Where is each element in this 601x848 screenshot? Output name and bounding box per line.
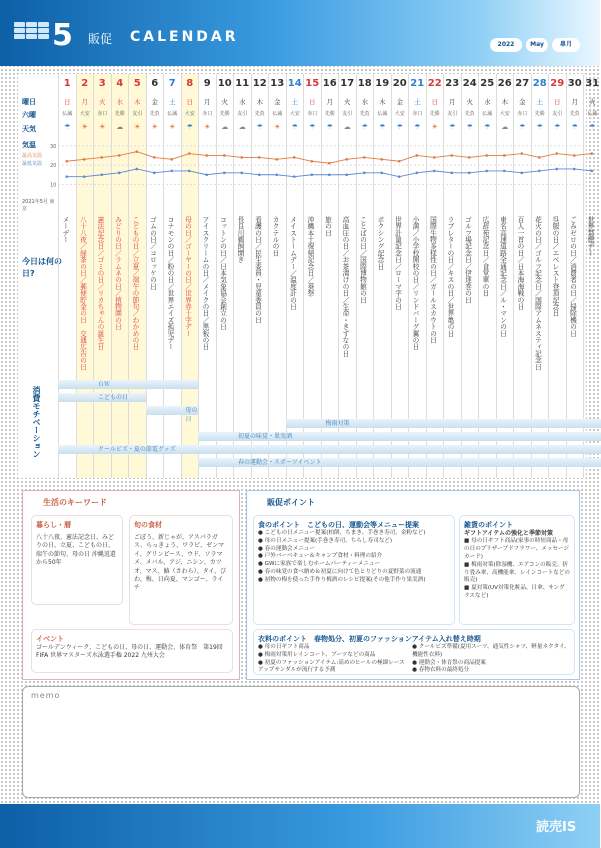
weather-icon: ☂ bbox=[571, 123, 578, 131]
temp-point-low bbox=[118, 172, 121, 175]
label-temp-note: 2021年5月 東京 bbox=[22, 199, 55, 212]
header-logo-grid bbox=[14, 22, 49, 39]
rokuyo: 大安 bbox=[499, 111, 510, 117]
temp-point-high bbox=[310, 160, 313, 163]
event-text: 百人一首の日／日本海海戦の日 bbox=[516, 216, 524, 310]
temp-point-low bbox=[415, 172, 418, 175]
weather-icon: ☀ bbox=[431, 123, 438, 131]
food-title: 旬の食材 bbox=[134, 521, 162, 529]
life-text: 八十八夜、憲法記念日、みどりの日、立夏、こどもの日、端午の節句、母の日 沖縄返還から50年 bbox=[36, 534, 116, 567]
temp-point-low bbox=[153, 172, 156, 175]
temp-point-high bbox=[485, 154, 488, 157]
temp-point-high bbox=[433, 156, 436, 159]
event-title: イベント bbox=[36, 635, 64, 643]
rokuyo: 友引 bbox=[342, 111, 353, 117]
weather-icon: ☁ bbox=[343, 123, 351, 131]
day-number: 31 bbox=[585, 78, 600, 89]
motivation-bar: ＧＷ bbox=[58, 380, 198, 389]
list-item: ● 初夏のファッションアイテム:高めのヒールの極細レースアップサンダルが流行する予測 bbox=[258, 659, 405, 674]
promo-box bbox=[246, 490, 580, 680]
temp-point-high bbox=[293, 156, 296, 159]
rokuyo: 先負 bbox=[464, 111, 475, 117]
weekday: 火 bbox=[99, 98, 106, 106]
event-text: ゴムの日／コロッケの日 bbox=[148, 216, 157, 290]
event-text: 東名高速道路全通記念日／ル・マンの日 bbox=[498, 216, 507, 337]
temp-point-low bbox=[310, 173, 313, 176]
temp-point-high bbox=[83, 158, 86, 161]
weekday: 金 bbox=[151, 98, 158, 106]
list-item: ● 母の日ギフト商品 bbox=[258, 644, 310, 650]
day-number: 10 bbox=[217, 78, 232, 89]
temp-point-high bbox=[65, 160, 68, 163]
temp-point-low bbox=[135, 168, 138, 171]
misc-point-sub: ギフトアイテムの強化と季節対策 bbox=[464, 530, 553, 537]
event-text: 呉服の日／エベレスト登頂記念日 bbox=[551, 216, 559, 317]
day-number: 2 bbox=[81, 78, 89, 89]
temp-point-high bbox=[240, 156, 243, 159]
event-text: ラブレターの日／キスの日／世界亀の日 bbox=[446, 216, 454, 337]
weekday: 木 bbox=[134, 98, 141, 106]
temp-point-low bbox=[258, 173, 261, 176]
misc-point-box bbox=[459, 515, 575, 625]
cloth-list-b bbox=[412, 644, 570, 675]
weather-icon: ☂ bbox=[186, 123, 193, 131]
weekday: 水 bbox=[116, 98, 123, 106]
event-box bbox=[31, 629, 233, 673]
weather-icon: ☂ bbox=[309, 123, 316, 131]
weather-icon: ☂ bbox=[589, 123, 596, 131]
rokuyo: 友引 bbox=[447, 111, 458, 117]
list-item: ● GWに家族で楽しむホームパーティーメニュー bbox=[258, 561, 381, 568]
misc-point-list bbox=[464, 538, 570, 600]
event-text: 八十八夜／緑茶の日／郵便貯金の日 交通広告の日 bbox=[78, 216, 87, 371]
temp-point-high bbox=[223, 154, 226, 157]
keyword-title: 生活のキーワード bbox=[43, 498, 107, 507]
day-number: 9 bbox=[203, 78, 211, 89]
event-text: 世界禁煙デー bbox=[586, 216, 594, 257]
rokuyo: 赤口 bbox=[412, 111, 423, 117]
label-temp-high: 最高気温 bbox=[22, 153, 43, 159]
temp-point-high bbox=[188, 152, 191, 155]
event-text: みどりの日／ラムネの日／植物園の日 bbox=[113, 216, 122, 330]
temp-point-high bbox=[520, 152, 523, 155]
day-number: 3 bbox=[98, 78, 106, 89]
temp-point-low bbox=[345, 173, 348, 176]
rokuyo: 赤口 bbox=[307, 111, 318, 117]
weekday: 木 bbox=[501, 98, 508, 106]
temp-point-low bbox=[468, 172, 471, 175]
temp-point-high bbox=[100, 156, 103, 159]
temp-point-high bbox=[538, 156, 541, 159]
weather-icon: ☂ bbox=[554, 123, 561, 131]
motivation-bars bbox=[58, 376, 586, 478]
weather-icon: ☀ bbox=[99, 123, 106, 131]
temp-point-low bbox=[363, 172, 366, 175]
weekday: 火 bbox=[589, 98, 596, 106]
list-item: ● 初物の梅を使った手作り梅酒のレシピ提案(その他手作り果実酒) bbox=[258, 576, 426, 583]
weekday: 日 bbox=[186, 98, 193, 106]
label-today: 今日は何の日? bbox=[22, 257, 62, 278]
weather-icon: ☀ bbox=[204, 123, 211, 131]
temp-point-low bbox=[450, 172, 453, 175]
day-number: 5 bbox=[133, 78, 141, 89]
weather-icon: ☂ bbox=[291, 123, 298, 131]
motivation-bar: 母の日 bbox=[146, 406, 199, 415]
list-item: ■ 母の日ギフト商品(家事の時短商品・母の日のプリザーブドフラワー、メッセージカード) bbox=[464, 538, 569, 560]
weekday: 木 bbox=[379, 98, 386, 106]
weather-icon: ☂ bbox=[326, 123, 333, 131]
temp-point-low bbox=[205, 173, 208, 176]
temp-point-low bbox=[503, 170, 506, 173]
rokuyo: 先負 bbox=[254, 111, 265, 117]
day-number: 14 bbox=[287, 78, 302, 89]
weekday: 月 bbox=[449, 98, 456, 106]
day-number: 27 bbox=[515, 78, 530, 89]
day-number: 26 bbox=[497, 78, 512, 89]
life-box bbox=[31, 515, 123, 605]
list-item: ● 戸外バーベキュー＆キャンプ食材・料理の紹介 bbox=[258, 553, 383, 560]
temperature-chart bbox=[50, 136, 586, 198]
rokuyo: 先勝 bbox=[114, 111, 125, 117]
weekday: 日 bbox=[309, 98, 316, 106]
temp-point-high bbox=[468, 156, 471, 159]
day-number: 13 bbox=[270, 78, 285, 89]
event-text: こどもの日／立夏／端午の節句／わかめの日 bbox=[131, 216, 139, 350]
list-item: ● 春物衣料の最終処分 bbox=[412, 667, 470, 674]
day-number: 24 bbox=[462, 78, 477, 89]
temp-point-low bbox=[223, 172, 226, 175]
day-number: 21 bbox=[410, 78, 425, 89]
temp-axis-label: 30 bbox=[50, 143, 57, 150]
weather-icon: ☀ bbox=[81, 123, 88, 131]
event-text: 旅の日 bbox=[323, 216, 332, 237]
day-number: 8 bbox=[186, 78, 194, 89]
weekday: 水 bbox=[361, 98, 368, 106]
weekday: 土 bbox=[536, 98, 543, 106]
event-text: ボクシング記念日 bbox=[376, 216, 384, 270]
temp-point-low bbox=[240, 172, 243, 175]
day-number: 23 bbox=[445, 78, 460, 89]
weather-icon: ☂ bbox=[519, 123, 526, 131]
temp-point-low bbox=[188, 170, 191, 173]
temp-point-low bbox=[293, 175, 296, 178]
keyword-box bbox=[22, 490, 240, 680]
rokuyo: 大安 bbox=[289, 111, 300, 117]
weekday: 月 bbox=[204, 98, 211, 106]
temp-point-low bbox=[485, 170, 488, 173]
weekday: 金 bbox=[274, 98, 281, 106]
weather-icon: ☂ bbox=[449, 123, 456, 131]
day-number: 15 bbox=[305, 78, 320, 89]
rokuyo: 大安 bbox=[394, 111, 405, 117]
temp-point-high bbox=[415, 154, 418, 157]
temp-point-low bbox=[65, 175, 68, 178]
list-item: ● 運動会・体育祭の商品提案 bbox=[412, 659, 486, 666]
weather-icon: ☁ bbox=[501, 123, 509, 131]
event-text: カクテルの日 bbox=[271, 216, 279, 257]
weather-icon: ☂ bbox=[484, 123, 491, 131]
page-header bbox=[0, 0, 600, 66]
label-weekday: 曜日 bbox=[22, 98, 36, 106]
weekday: 月 bbox=[571, 98, 578, 106]
motivation-bar: 初夏の味覚・果実酒 bbox=[198, 432, 601, 441]
temp-axis-label: 20 bbox=[50, 163, 57, 170]
rokuyo: 先負 bbox=[149, 111, 160, 117]
rokuyo: 先負 bbox=[359, 111, 370, 117]
label-weather: 天気 bbox=[22, 125, 36, 133]
title-en: CALENDAR bbox=[130, 29, 239, 45]
weather-icon: ☂ bbox=[256, 123, 263, 131]
event-text: コットンの日／日本気象協会創立の日 bbox=[218, 216, 227, 330]
temp-point-high bbox=[345, 158, 348, 161]
temp-point-high bbox=[555, 152, 558, 155]
temp-point-low bbox=[170, 170, 173, 173]
month-number: 5 bbox=[52, 18, 73, 53]
temp-point-high bbox=[503, 154, 506, 157]
weekday: 土 bbox=[414, 98, 421, 106]
food-point-title: 食のポイント こどもの日、運動会等メニュー提案 bbox=[258, 521, 419, 529]
weekday: 月 bbox=[326, 98, 333, 106]
temp-point-low bbox=[100, 173, 103, 176]
rokuyo: 仏滅 bbox=[272, 111, 283, 117]
event-text: 国際生物多様性の日／ガールスカウトの日 bbox=[428, 216, 437, 344]
weather-icon: ☁ bbox=[221, 123, 229, 131]
rokuyo: 友引 bbox=[237, 111, 248, 117]
weekday: 月 bbox=[81, 98, 88, 106]
temp-point-low bbox=[275, 173, 278, 176]
misc-point-title: 雑貨のポイント bbox=[464, 521, 513, 529]
weekday: 土 bbox=[169, 98, 176, 106]
temp-point-low bbox=[590, 170, 593, 173]
day-number: 30 bbox=[567, 78, 582, 89]
food-text: ごぼう、新じゃが、アスパラガス、らっきょう、ワラビ、ゼンマイ、グリンピース、ウド、ソラマメ、メバル、アジ、ニシン、カツオ、マス、鰆（さわら）、タイ、びわ、梅、日向夏、マンゴー、ライチ bbox=[134, 534, 226, 592]
event-text: ごみゼロの日／消費者の日／掃除機の日 bbox=[568, 216, 577, 337]
temp-axis-label: 10 bbox=[50, 182, 57, 189]
life-title: 暮らし・暦 bbox=[36, 521, 71, 529]
weekday: 火 bbox=[344, 98, 351, 106]
event-text: 沖縄本土復帰記念日／葵祭 bbox=[306, 216, 314, 297]
weather-icon: ☂ bbox=[536, 123, 543, 131]
weather-icon: ☀ bbox=[134, 123, 141, 131]
promo-title: 販促ポイント bbox=[267, 498, 315, 507]
rokuyo: 仏滅 bbox=[62, 111, 73, 117]
day-number: 25 bbox=[480, 78, 495, 89]
cloth-list-a bbox=[258, 644, 406, 675]
month-jp-pill: 皐月 bbox=[552, 38, 580, 52]
rokuyo: 先勝 bbox=[534, 111, 545, 117]
event-text: 小満／小学校開校の日／リンドバーグ翼の日 bbox=[411, 216, 419, 350]
event-text: メイストームデー／温度計の日 bbox=[288, 216, 297, 310]
event-text: ことばの日／国際博物館の日 bbox=[358, 216, 367, 304]
weather-icon: ☁ bbox=[238, 123, 246, 131]
temp-point-high bbox=[153, 156, 156, 159]
rokuyo: 友引 bbox=[552, 111, 563, 117]
weather-icon: ☁ bbox=[116, 123, 124, 131]
event-text: ゴールデンウィーク、こどもの日、母の日、運動会、体育祭 第19回FIFA 世界マスターズ水泳選手権 2022 九州大会 bbox=[36, 644, 223, 660]
event-text: 世界計量記念日／ローマ字の日 bbox=[393, 216, 402, 310]
temp-point-low bbox=[555, 168, 558, 171]
weekday: 日 bbox=[554, 98, 561, 106]
temp-point-high bbox=[363, 156, 366, 159]
event-text: 憲法記念日／ゴミの日／リカちゃんの誕生日 bbox=[96, 216, 104, 350]
rokuyo: 大安 bbox=[79, 111, 90, 117]
temp-point-low bbox=[538, 170, 541, 173]
cloth-point-title: 衣料のポイント 春物処分、初夏のファッションアイテム入れ替え時期 bbox=[258, 635, 481, 643]
rokuyo: 先勝 bbox=[429, 111, 440, 117]
page-footer bbox=[0, 804, 600, 848]
footer-logo: 読売IS bbox=[536, 820, 577, 835]
rokuyo: 赤口 bbox=[97, 111, 108, 117]
list-item: ● こどもの日メニュー提案(柏餅、ちまき、手巻き寿司、金粉など) bbox=[258, 530, 426, 536]
day-number: 19 bbox=[375, 78, 390, 89]
label-temp-low: 最低気温 bbox=[22, 161, 43, 167]
year-pill: 2022 bbox=[490, 38, 522, 52]
event-text: 花火の日／ゴルフ記念日／国際アムネスティ記念日 bbox=[533, 216, 542, 371]
motivation-bar: 梅雨対策 bbox=[286, 419, 601, 428]
weekday: 金 bbox=[519, 98, 526, 106]
weekday: 日 bbox=[431, 98, 438, 106]
weather-icon: ☂ bbox=[414, 123, 421, 131]
memo-area[interactable] bbox=[22, 686, 580, 798]
event-text: ゴルフ場記念日／伊達巻の日 bbox=[463, 216, 472, 304]
event-text: アイスクリームの日／メイクの日／黒板の日 bbox=[201, 216, 209, 350]
weather-icon: ☂ bbox=[466, 123, 473, 131]
temp-point-low bbox=[83, 175, 86, 178]
temp-point-high bbox=[135, 150, 138, 153]
temp-point-high bbox=[118, 154, 121, 157]
temp-point-high bbox=[398, 160, 401, 163]
day-number: 18 bbox=[357, 78, 372, 89]
weather-icon: ☀ bbox=[274, 123, 281, 131]
list-item: ● 春の運動会メニュー bbox=[258, 545, 316, 552]
day-number: 4 bbox=[116, 78, 124, 89]
list-item: ■ 梅雨対策(除湿機、エアコンの販売、折り畳み傘、高機能傘、レインコートなどの販売) bbox=[464, 561, 571, 584]
temp-point-low bbox=[380, 172, 383, 175]
rokuyo: 仏滅 bbox=[587, 111, 598, 117]
weekday: 水 bbox=[239, 98, 246, 106]
event-text: メーデー bbox=[61, 216, 69, 243]
event-text: 広辞苑記念日／食堂車の日 bbox=[481, 216, 489, 297]
temp-point-high bbox=[380, 158, 383, 161]
weather-icon: ☀ bbox=[169, 123, 176, 131]
temp-point-low bbox=[398, 175, 401, 178]
rokuyo: 仏滅 bbox=[167, 111, 178, 117]
temp-point-low bbox=[433, 170, 436, 173]
day-number: 1 bbox=[63, 78, 71, 89]
event-text: 看護の日／民生委員・児童委員の日 bbox=[253, 216, 262, 324]
weather-icon: ☂ bbox=[396, 123, 403, 131]
day-number: 7 bbox=[168, 78, 176, 89]
day-number: 17 bbox=[340, 78, 355, 89]
weather-icon: ☀ bbox=[151, 123, 158, 131]
food-box bbox=[129, 515, 233, 625]
event-text: 長良川鵜飼開き bbox=[236, 216, 244, 263]
list-item: ● 梅雨対策用レインコート、ブーツなどの商品 bbox=[258, 651, 376, 658]
weekday: 土 bbox=[291, 98, 298, 106]
day-number: 20 bbox=[392, 78, 407, 89]
temp-point-low bbox=[520, 172, 523, 175]
food-point-box bbox=[253, 515, 455, 625]
event-text: 高血圧の日／お茶漬けの日／生命・きずなの日 bbox=[341, 216, 349, 357]
weather-icon: ☂ bbox=[379, 123, 386, 131]
temp-point-high bbox=[205, 154, 208, 157]
rokuyo: 仏滅 bbox=[377, 111, 388, 117]
day-number: 29 bbox=[550, 78, 565, 89]
event-text: コナモンの日／粉の日／世界エイズ孤児デー bbox=[166, 216, 174, 350]
rokuyo: 先勝 bbox=[324, 111, 335, 117]
cloth-point-box bbox=[253, 629, 575, 675]
temp-point-high bbox=[170, 158, 173, 161]
label-motivation: 消費モチベーション bbox=[32, 386, 41, 458]
temp-point-high bbox=[258, 156, 261, 159]
rokuyo: 先負 bbox=[569, 111, 580, 117]
rokuyo: 赤口 bbox=[202, 111, 213, 117]
list-item: ● 母の日メニュー提案(手巻き寿司、ちらし寿司など) bbox=[258, 537, 393, 544]
day-number: 22 bbox=[427, 78, 442, 89]
weekday: 火 bbox=[221, 98, 228, 106]
motivation-bar: こどもの日 bbox=[58, 393, 146, 402]
food-point-list bbox=[258, 530, 450, 585]
month-en-pill: May bbox=[526, 38, 548, 52]
rokuyo: 友引 bbox=[132, 111, 143, 117]
temp-point-high bbox=[275, 158, 278, 161]
weather-icon: ☂ bbox=[361, 123, 368, 131]
temp-point-low bbox=[573, 168, 576, 171]
day-number: 28 bbox=[532, 78, 547, 89]
day-number: 12 bbox=[252, 78, 267, 89]
day-number: 16 bbox=[322, 78, 337, 89]
list-item: ● 春の味覚の食べ納め＆初夏に向けて色とりどりの夏野菜の流通 bbox=[258, 568, 422, 575]
memo-label: memo bbox=[31, 691, 61, 700]
title-jp: 販促 bbox=[88, 32, 113, 46]
label-temp: 気温 bbox=[22, 141, 36, 149]
calendar-grid bbox=[18, 74, 600, 478]
weekday: 木 bbox=[256, 98, 263, 106]
temp-point-high bbox=[590, 152, 593, 155]
temp-point-low bbox=[328, 173, 331, 176]
weather-icon: ☂ bbox=[64, 123, 71, 131]
temp-point-high bbox=[450, 154, 453, 157]
event-text: 母の日／ゴーヤーの日／世界赤十字デー bbox=[183, 216, 192, 337]
label-rokuyo: 六曜 bbox=[22, 111, 36, 119]
list-item: ■ 夏対策(UV対策化粧品、日傘、サングラスなど) bbox=[464, 585, 565, 599]
list-item: ● クールビズ準備(夏用スーツ、通気性シャツ、軽量ネクタイ、機能性衣料) bbox=[412, 644, 570, 658]
day-number: 6 bbox=[151, 78, 159, 89]
weekday: 水 bbox=[484, 98, 491, 106]
weekday: 日 bbox=[64, 98, 71, 106]
motivation-bar: 春の運動会・スポーツイベント bbox=[198, 458, 601, 467]
temp-point-high bbox=[573, 154, 576, 157]
rokuyo: 赤口 bbox=[517, 111, 528, 117]
rokuyo: 先勝 bbox=[219, 111, 230, 117]
rokuyo: 仏滅 bbox=[482, 111, 493, 117]
temp-point-high bbox=[328, 162, 331, 165]
rokuyo: 大安 bbox=[184, 111, 195, 117]
motivation-bar: クールビズ・夏の節電グッズ bbox=[58, 445, 601, 454]
day-number: 11 bbox=[235, 78, 250, 89]
weekday: 火 bbox=[466, 98, 473, 106]
weekday: 金 bbox=[396, 98, 403, 106]
temp-line-high bbox=[67, 152, 592, 164]
